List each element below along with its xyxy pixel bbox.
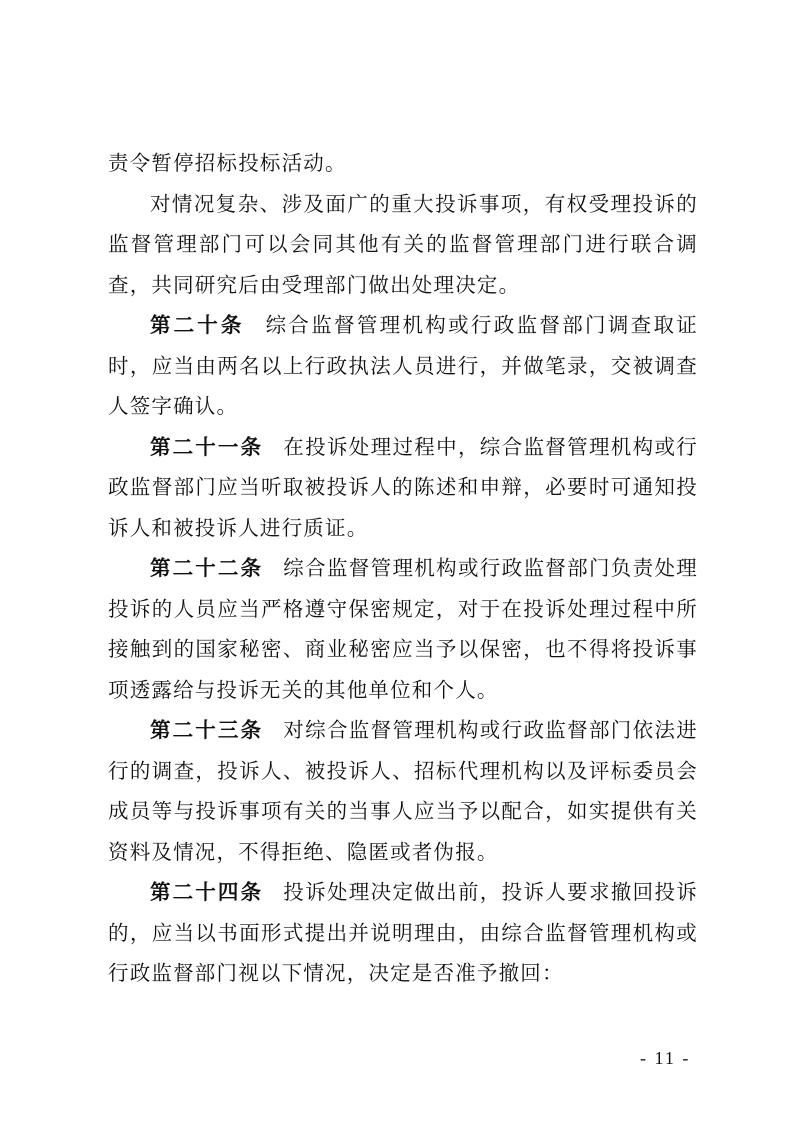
paragraph-text: 对情况复杂、涉及面广的重大投诉事项，有权受理投诉的监督管理部门可以会同其他有关的监督管理部门进行联合调查，共同研究后由受理部门做出处理决定。 [108,191,698,297]
page-number: - 11 - [640,1048,691,1068]
paragraph-text: 责令暂停招标投标活动。 [108,151,347,175]
article-heading: 第二十三条 [150,718,264,742]
article-text: 综合监督管理机构或行政监督部门调查取证时，应当由两名以上行政执法人员进行，并做笔录，交被调查人签字确认。 [108,313,698,418]
article-heading: 第二十条 [150,313,245,337]
article-heading: 第二十四条 [150,880,264,904]
paragraph-continuation [108,143,698,184]
article-text: 对综合监督管理机构或行政监督部门依法进行的调查，投诉人、被投诉人、招标代理机构以及评标委员会成员等与投诉事项有关的当事人应当予以配合，如实提供有关资料及情况，不得拒绝、隐匿或者伪报。 [108,718,698,864]
article-20 [108,305,698,427]
article-23 [108,710,698,872]
article-text: 在投诉处理过程中，综合监督管理机构或行政监督部门应当听取被投诉人的陈述和申辩，必要时可通知投诉人和被投诉人进行质证。 [108,434,698,540]
article-text: 投诉处理决定做出前，投诉人要求撤回投诉的，应当以书面形式提出并说明理由，由综合监督管理机构或行政监督部门视以下情况，决定是否准予撤回： [108,880,698,985]
article-24 [108,872,698,994]
paragraph-joint-investigation [108,184,698,306]
article-text: 综合监督管理机构或行政监督部门负责处理投诉的人员应当严格遵守保密规定，对于在投诉处理过程中所接触到的国家秘密、商业秘密应当予以保密，也不得将投诉事项透露给与投诉无关的其他单位和个人。 [108,556,698,702]
article-heading: 第二十一条 [150,434,264,459]
article-22 [108,548,698,710]
document-body [108,143,698,994]
article-21 [108,427,698,549]
article-heading: 第二十二条 [150,556,264,580]
